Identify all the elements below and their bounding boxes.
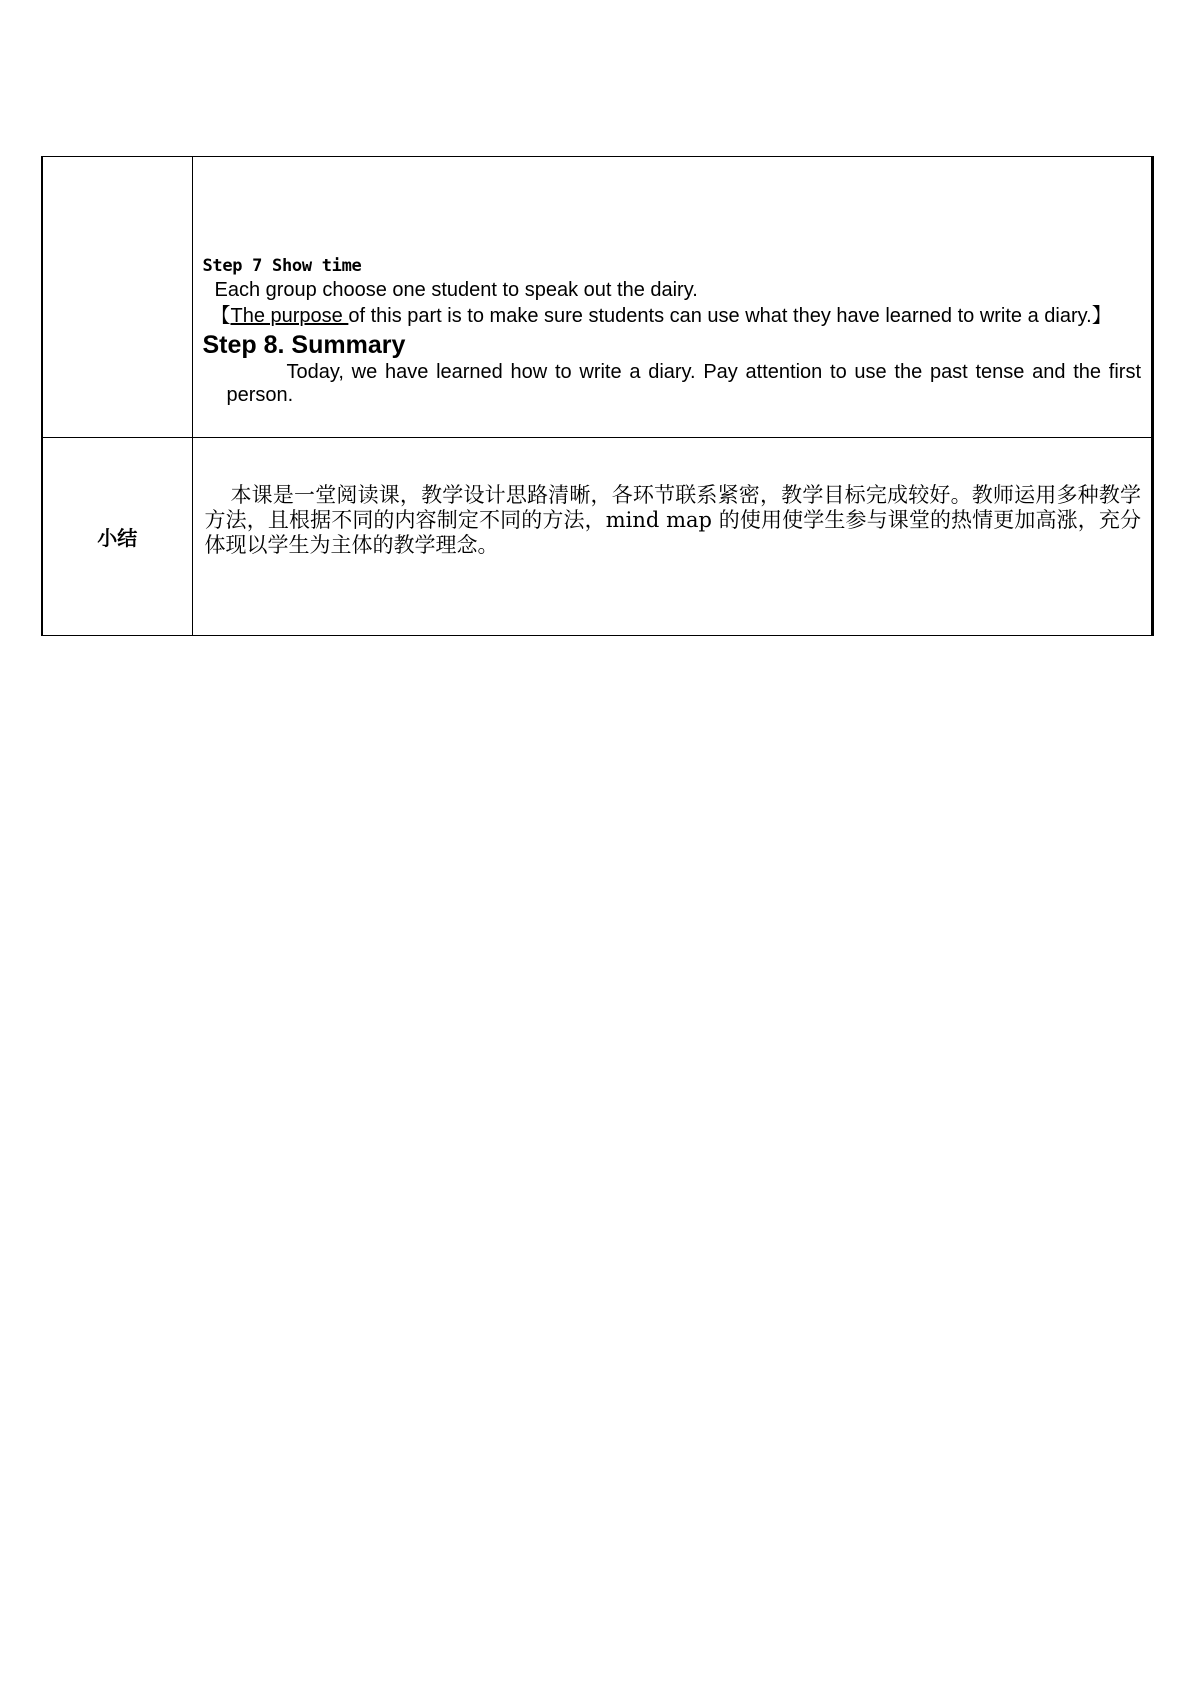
steps-content-cell (192, 157, 1153, 438)
summary-text: 本课是一堂阅读课，教学设计思路清晰，各环节联系紧密，教学目标完成较好。教师运用多种教学方法，且根据不同的内容制定不同的方法，mind map 的使用使学生参与课堂的热情更加高涨，充分体现以学生为主体的教学理念。 (204, 483, 1141, 557)
bracket-open: 【 (210, 305, 231, 327)
row-label-cell (42, 157, 192, 438)
summary-label-cell (42, 438, 192, 636)
table-row (42, 157, 1153, 438)
step7-purpose (203, 303, 1142, 329)
purpose-underlined: The purpose (230, 305, 349, 327)
step8-heading: Step 8. Summary (202, 331, 406, 359)
table-row (42, 438, 1153, 636)
purpose-text: of this part is to make sure students can use what they have learned to write a diary. (348, 305, 1092, 327)
step7-heading: Step 7 Show time (202, 256, 362, 276)
summary-label: 小结 (97, 528, 138, 550)
bracket-close: 】 (1091, 305, 1112, 327)
step8-text: Today, we have learned how to write a diary. Pay attention to use the past tense and the first person. (226, 361, 1141, 406)
lesson-table (41, 156, 1154, 636)
step7-text: Each group choose one student to speak out the dairy. (214, 279, 698, 301)
steps-content (203, 255, 1142, 407)
summary-content-cell (192, 438, 1153, 636)
